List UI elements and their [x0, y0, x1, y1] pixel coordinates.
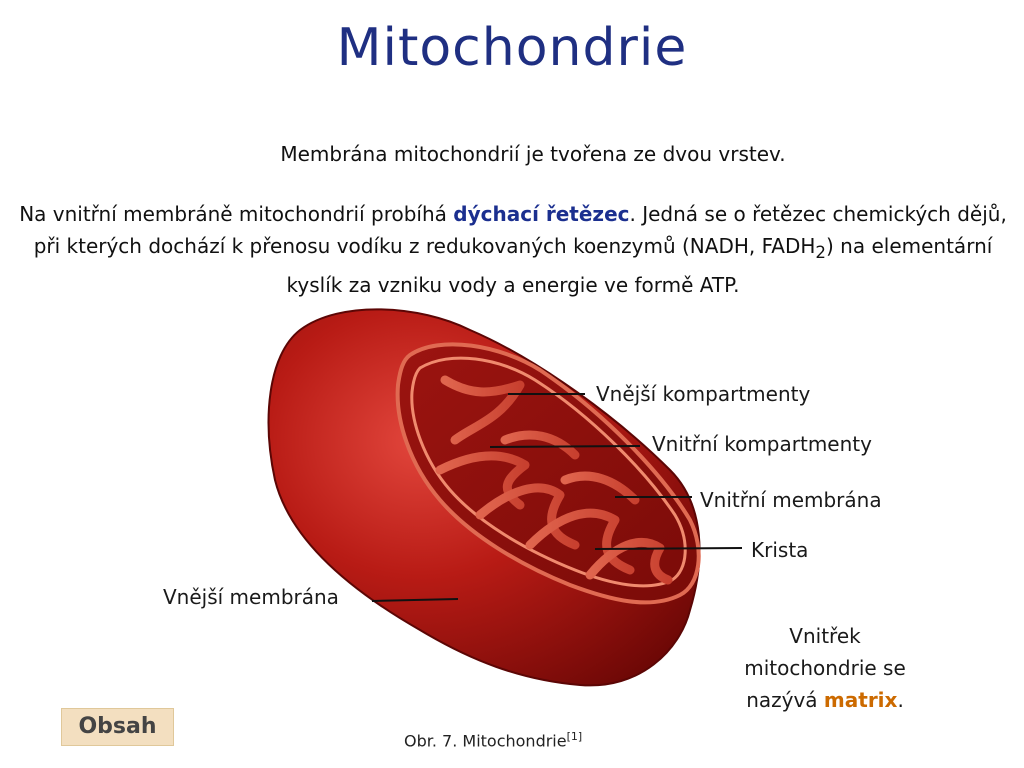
label-inner-membrane: Vnitřní membrána: [700, 488, 882, 512]
label-inner-compartments: Vnitřní kompartmenty: [652, 432, 872, 456]
matrix-note-line3: [705, 684, 945, 716]
leader-inner-compartments: [490, 446, 640, 447]
subscript-2: 2: [815, 243, 827, 262]
paragraph-part2: . Jedná se o řetězec chemických dějů, při kterých dochází k přenosu vodíku z redukovaných koenzymů (NADH, FADH: [33, 202, 1007, 258]
matrix-note-line1: Vnitřek: [789, 624, 861, 648]
paragraph-part1: Na vnitřní membráně mitochondrií probíhá: [19, 202, 454, 226]
label-crista: Krista: [751, 538, 809, 562]
paragraph-part3: ) na elementární kyslík za vzniku vody a energie ve formě ATP.: [286, 234, 993, 297]
leader-crista: [595, 548, 742, 549]
label-outer-membrane: Vnější membrána: [163, 585, 339, 609]
matrix-note-line2: mitochondrie se: [744, 656, 906, 680]
page-title: Mitochondrie: [336, 18, 688, 78]
caption-text: Obr. 7. Mitochondrie: [404, 731, 567, 751]
matrix-note-suffix: .: [897, 688, 904, 712]
respiratory-chain-highlight: dýchací řetězec: [453, 202, 630, 226]
matrix-note-prefix: nazývá: [746, 688, 824, 712]
label-outer-compartments: Vnější kompartmenty: [596, 382, 811, 406]
caption-ref: [1]: [566, 730, 583, 743]
matrix-note: [705, 620, 945, 716]
obsah-button[interactable]: Obsah: [61, 708, 174, 746]
figure-caption: [404, 730, 582, 750]
matrix-highlight: matrix: [823, 688, 898, 712]
intro-text: Membrána mitochondrií je tvořena ze dvou vrstev.: [280, 142, 786, 166]
